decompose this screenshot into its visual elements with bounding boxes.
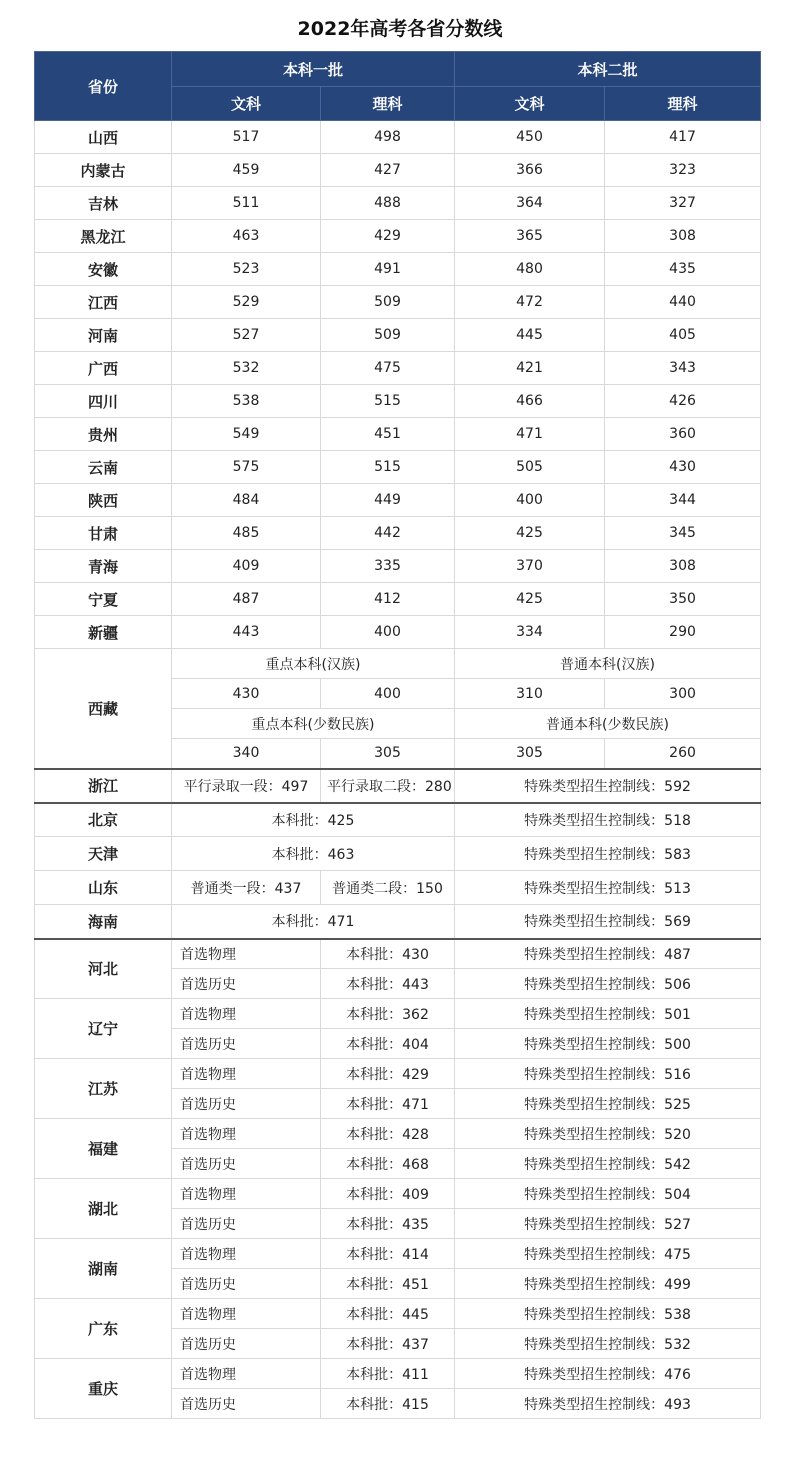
table-row: [35, 803, 761, 837]
special-line-cell: 特殊类型招生控制线：506: [455, 969, 761, 999]
score-cell: 本科批：443: [321, 969, 455, 999]
score-cell: 普通类一段：437: [172, 871, 321, 905]
special-line-cell: 特殊类型招生控制线：518: [455, 803, 761, 837]
province-cell: 湖南: [35, 1239, 172, 1299]
subject-cell: 首选物理: [172, 999, 321, 1029]
province-cell: 贵州: [35, 418, 172, 451]
table-row: [35, 616, 761, 649]
table-row: [35, 385, 761, 418]
score-cell: 本科批：451: [321, 1269, 455, 1299]
special-line-cell: 特殊类型招生控制线：493: [455, 1389, 761, 1419]
table-row: [35, 1119, 761, 1149]
score-cell: 498: [321, 121, 455, 154]
special-line-cell: 特殊类型招生控制线：532: [455, 1329, 761, 1359]
score-cell: 488: [321, 187, 455, 220]
score-cell: 平行录取一段：497: [172, 769, 321, 803]
score-cell: 本科批：471: [321, 1089, 455, 1119]
score-cell: 400: [455, 484, 605, 517]
subject-cell: 首选历史: [172, 1089, 321, 1119]
subheader-cell: 普通本科(少数民族): [455, 709, 761, 739]
score-cell: 本科批：428: [321, 1119, 455, 1149]
province-cell: 黑龙江: [35, 220, 172, 253]
special-line-cell: 特殊类型招生控制线：569: [455, 905, 761, 939]
province-cell: 湖北: [35, 1179, 172, 1239]
score-cell: 532: [172, 352, 321, 385]
score-cell: 本科批：471: [172, 905, 455, 939]
table-row: [35, 837, 761, 871]
province-cell: 四川: [35, 385, 172, 418]
table-row: [35, 769, 761, 803]
province-cell: 河南: [35, 319, 172, 352]
table-row: [35, 1059, 761, 1089]
score-cell: 本科批：414: [321, 1239, 455, 1269]
header-batch1: 本科一批: [172, 52, 455, 87]
table-row: [35, 649, 761, 679]
score-cell: 440: [605, 286, 761, 319]
score-cell: 443: [172, 616, 321, 649]
score-cell: 350: [605, 583, 761, 616]
province-cell: 内蒙古: [35, 154, 172, 187]
province-cell: 广西: [35, 352, 172, 385]
score-cell: 491: [321, 253, 455, 286]
score-cell: 290: [605, 616, 761, 649]
province-cell: 吉林: [35, 187, 172, 220]
score-cell: 509: [321, 286, 455, 319]
score-cell: 459: [172, 154, 321, 187]
score-cell: 409: [172, 550, 321, 583]
score-cell: 426: [605, 385, 761, 418]
score-cell: 本科批：463: [172, 837, 455, 871]
score-cell: 本科批：409: [321, 1179, 455, 1209]
score-cell: 505: [455, 451, 605, 484]
province-cell: 江苏: [35, 1059, 172, 1119]
special-line-cell: 特殊类型招生控制线：520: [455, 1119, 761, 1149]
subject-cell: 首选物理: [172, 1239, 321, 1269]
score-cell: 527: [172, 319, 321, 352]
score-cell: 334: [455, 616, 605, 649]
score-table: [34, 51, 761, 1419]
subject-cell: 首选物理: [172, 1299, 321, 1329]
subject-cell: 首选历史: [172, 1029, 321, 1059]
subject-cell: 首选历史: [172, 1389, 321, 1419]
province-cell: 山西: [35, 121, 172, 154]
special-line-cell: 特殊类型招生控制线：499: [455, 1269, 761, 1299]
province-cell: 河北: [35, 939, 172, 999]
score-cell: 本科批：429: [321, 1059, 455, 1089]
province-cell: 重庆: [35, 1359, 172, 1419]
table-row: [35, 220, 761, 253]
special-line-cell: 特殊类型招生控制线：513: [455, 871, 761, 905]
table-row: [35, 1239, 761, 1269]
score-cell: 463: [172, 220, 321, 253]
special-line-cell: 特殊类型招生控制线：487: [455, 939, 761, 969]
score-cell: 405: [605, 319, 761, 352]
table-row: [35, 1299, 761, 1329]
province-cell: 西藏: [35, 649, 172, 769]
score-cell: 511: [172, 187, 321, 220]
table-row: [35, 187, 761, 220]
special-line-cell: 特殊类型招生控制线：476: [455, 1359, 761, 1389]
table-row: [35, 418, 761, 451]
province-cell: 青海: [35, 550, 172, 583]
score-cell: 517: [172, 121, 321, 154]
score-cell: 466: [455, 385, 605, 418]
subject-cell: 首选历史: [172, 969, 321, 999]
score-cell: 529: [172, 286, 321, 319]
table-row: [35, 517, 761, 550]
table-row: [35, 905, 761, 939]
table-row: [35, 583, 761, 616]
table-row: [35, 484, 761, 517]
subject-cell: 首选历史: [172, 1209, 321, 1239]
score-cell: 本科批：435: [321, 1209, 455, 1239]
score-cell: 本科批：362: [321, 999, 455, 1029]
table-row: [35, 121, 761, 154]
score-cell: 451: [321, 418, 455, 451]
score-cell: 475: [321, 352, 455, 385]
score-cell: 400: [321, 679, 455, 709]
subheader-cell: 重点本科(少数民族): [172, 709, 455, 739]
score-cell: 本科批：445: [321, 1299, 455, 1329]
province-cell: 云南: [35, 451, 172, 484]
subject-cell: 首选历史: [172, 1149, 321, 1179]
subject-cell: 首选物理: [172, 939, 321, 969]
province-cell: 甘肃: [35, 517, 172, 550]
province-cell: 北京: [35, 803, 172, 837]
score-cell: 425: [455, 583, 605, 616]
subject-cell: 首选历史: [172, 1329, 321, 1359]
score-cell: 485: [172, 517, 321, 550]
page-title: 2022年高考各省分数线: [297, 18, 503, 40]
province-cell: 江西: [35, 286, 172, 319]
subject-cell: 首选物理: [172, 1059, 321, 1089]
score-cell: 308: [605, 220, 761, 253]
score-cell: 442: [321, 517, 455, 550]
score-cell: 400: [321, 616, 455, 649]
score-cell: 538: [172, 385, 321, 418]
score-cell: 360: [605, 418, 761, 451]
score-cell: 427: [321, 154, 455, 187]
score-cell: 本科批：425: [172, 803, 455, 837]
province-cell: 陕西: [35, 484, 172, 517]
score-cell: 366: [455, 154, 605, 187]
table-row: [35, 451, 761, 484]
header-wenke: 文科: [455, 87, 605, 121]
subject-cell: 首选物理: [172, 1119, 321, 1149]
score-cell: 450: [455, 121, 605, 154]
special-line-cell: 特殊类型招生控制线：538: [455, 1299, 761, 1329]
score-cell: 364: [455, 187, 605, 220]
score-cell: 本科批：404: [321, 1029, 455, 1059]
province-cell: 海南: [35, 905, 172, 939]
score-cell: 370: [455, 550, 605, 583]
score-cell: 本科批：437: [321, 1329, 455, 1359]
province-cell: 新疆: [35, 616, 172, 649]
special-line-cell: 特殊类型招生控制线：542: [455, 1149, 761, 1179]
table-header: [35, 52, 761, 121]
score-cell: 本科批：415: [321, 1389, 455, 1419]
score-cell: 412: [321, 583, 455, 616]
score-cell: 472: [455, 286, 605, 319]
table-row: [35, 154, 761, 187]
province-cell: 宁夏: [35, 583, 172, 616]
province-cell: 广东: [35, 1299, 172, 1359]
subheader-cell: 普通本科(汉族): [455, 649, 761, 679]
score-cell: 305: [455, 739, 605, 769]
score-cell: 417: [605, 121, 761, 154]
province-cell: 浙江: [35, 769, 172, 803]
score-cell: 308: [605, 550, 761, 583]
special-line-cell: 特殊类型招生控制线：592: [455, 769, 761, 803]
score-cell: 445: [455, 319, 605, 352]
province-cell: 山东: [35, 871, 172, 905]
subject-cell: 首选历史: [172, 1269, 321, 1299]
table-row: [35, 871, 761, 905]
score-cell: 471: [455, 418, 605, 451]
score-cell: 430: [172, 679, 321, 709]
score-cell: 509: [321, 319, 455, 352]
score-cell: 344: [605, 484, 761, 517]
score-cell: 425: [455, 517, 605, 550]
score-cell: 335: [321, 550, 455, 583]
score-cell: 435: [605, 253, 761, 286]
province-cell: 福建: [35, 1119, 172, 1179]
header-wenke: 文科: [172, 87, 321, 121]
subject-cell: 首选物理: [172, 1359, 321, 1389]
table-row: [35, 939, 761, 969]
table-row: [35, 352, 761, 385]
subheader-cell: 重点本科(汉族): [172, 649, 455, 679]
special-line-cell: 特殊类型招生控制线：527: [455, 1209, 761, 1239]
score-cell: 523: [172, 253, 321, 286]
score-cell: 484: [172, 484, 321, 517]
province-cell: 安徽: [35, 253, 172, 286]
score-cell: 430: [605, 451, 761, 484]
header-batch2: 本科二批: [455, 52, 761, 87]
special-line-cell: 特殊类型招生控制线：475: [455, 1239, 761, 1269]
score-cell: 480: [455, 253, 605, 286]
table-row: [35, 253, 761, 286]
score-cell: 本科批：430: [321, 939, 455, 969]
score-cell: 421: [455, 352, 605, 385]
table-row: [35, 550, 761, 583]
special-line-cell: 特殊类型招生控制线：504: [455, 1179, 761, 1209]
score-cell: 305: [321, 739, 455, 769]
table-row: [35, 999, 761, 1029]
score-cell: 365: [455, 220, 605, 253]
score-cell: 343: [605, 352, 761, 385]
score-cell: 本科批：411: [321, 1359, 455, 1389]
score-cell: 515: [321, 451, 455, 484]
province-cell: 辽宁: [35, 999, 172, 1059]
score-cell: 515: [321, 385, 455, 418]
score-cell: 310: [455, 679, 605, 709]
score-cell: 575: [172, 451, 321, 484]
table-row: [35, 1179, 761, 1209]
score-cell: 300: [605, 679, 761, 709]
score-cell: 323: [605, 154, 761, 187]
special-line-cell: 特殊类型招生控制线：501: [455, 999, 761, 1029]
score-cell: 普通类二段：150: [321, 871, 455, 905]
table-row: [35, 319, 761, 352]
special-line-cell: 特殊类型招生控制线：583: [455, 837, 761, 871]
score-cell: 429: [321, 220, 455, 253]
score-cell: 平行录取二段：280: [321, 769, 455, 803]
province-cell: 天津: [35, 837, 172, 871]
score-cell: 449: [321, 484, 455, 517]
header-like: 理科: [321, 87, 455, 121]
score-cell: 487: [172, 583, 321, 616]
header-like: 理科: [605, 87, 761, 121]
header-province: 省份: [35, 52, 172, 121]
score-cell: 549: [172, 418, 321, 451]
score-cell: 260: [605, 739, 761, 769]
score-cell: 327: [605, 187, 761, 220]
score-cell: 本科批：468: [321, 1149, 455, 1179]
subject-cell: 首选物理: [172, 1179, 321, 1209]
table-row: [35, 1359, 761, 1389]
score-cell: 340: [172, 739, 321, 769]
special-line-cell: 特殊类型招生控制线：516: [455, 1059, 761, 1089]
special-line-cell: 特殊类型招生控制线：525: [455, 1089, 761, 1119]
score-cell: 345: [605, 517, 761, 550]
special-line-cell: 特殊类型招生控制线：500: [455, 1029, 761, 1059]
table-row: [35, 286, 761, 319]
